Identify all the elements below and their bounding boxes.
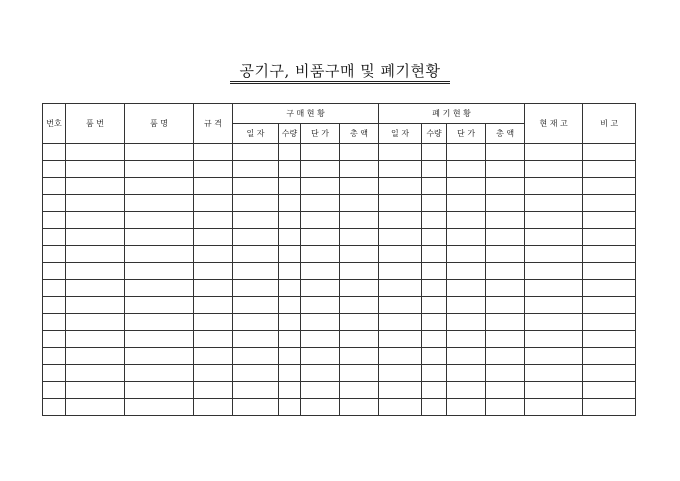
table-cell[interactable] (279, 246, 301, 263)
table-cell[interactable] (447, 263, 486, 280)
table-cell[interactable] (525, 280, 583, 297)
table-cell[interactable] (194, 348, 233, 365)
table-cell[interactable] (43, 229, 66, 246)
table-cell[interactable] (194, 144, 233, 161)
table-cell[interactable] (422, 161, 447, 178)
table-cell[interactable] (525, 246, 583, 263)
table-cell[interactable] (279, 212, 301, 229)
header-purchase-unit-price: 단 가 (301, 124, 340, 144)
table-cell[interactable] (583, 297, 636, 314)
table-cell[interactable] (43, 246, 66, 263)
table-cell[interactable] (447, 246, 486, 263)
table-cell[interactable] (447, 229, 486, 246)
table-cell[interactable] (486, 144, 525, 161)
table-cell[interactable] (340, 195, 379, 212)
title-underline (230, 81, 450, 82)
table-cell[interactable] (125, 348, 194, 365)
header-remarks: 비 고 (583, 104, 636, 144)
table-cell[interactable] (66, 212, 125, 229)
table-cell[interactable] (525, 263, 583, 280)
table-cell[interactable] (583, 280, 636, 297)
table-row (43, 144, 636, 161)
table-cell[interactable] (301, 246, 340, 263)
table-row (43, 229, 636, 246)
table-cell[interactable] (447, 280, 486, 297)
table-cell[interactable] (525, 229, 583, 246)
table-row (43, 314, 636, 331)
table-cell[interactable] (66, 331, 125, 348)
table-cell[interactable] (447, 144, 486, 161)
header-disposal-qty: 수량 (422, 124, 447, 144)
table-row (43, 331, 636, 348)
table-cell[interactable] (486, 314, 525, 331)
table-cell[interactable] (486, 365, 525, 382)
table-row (43, 178, 636, 195)
table-cell[interactable] (486, 331, 525, 348)
table-cell[interactable] (379, 314, 422, 331)
table-cell[interactable] (525, 195, 583, 212)
table-cell[interactable] (422, 365, 447, 382)
table-cell[interactable] (525, 399, 583, 416)
table-cell[interactable] (194, 280, 233, 297)
table-cell[interactable] (447, 178, 486, 195)
table-cell[interactable] (279, 229, 301, 246)
table-cell[interactable] (340, 178, 379, 195)
table-cell[interactable] (66, 280, 125, 297)
table-cell[interactable] (125, 263, 194, 280)
table-cell[interactable] (583, 229, 636, 246)
table-cell[interactable] (340, 161, 379, 178)
table-cell[interactable] (43, 161, 66, 178)
table-cell[interactable] (583, 144, 636, 161)
table-cell[interactable] (233, 331, 279, 348)
header-purchase-status: 구 매 현 황 (233, 104, 379, 124)
table-row (43, 263, 636, 280)
table-cell[interactable] (125, 246, 194, 263)
table-cell[interactable] (233, 297, 279, 314)
table-cell[interactable] (43, 212, 66, 229)
table-cell[interactable] (125, 229, 194, 246)
table-cell[interactable] (447, 382, 486, 399)
table-cell[interactable] (525, 348, 583, 365)
table-cell[interactable] (583, 263, 636, 280)
table-cell[interactable] (194, 229, 233, 246)
table-cell[interactable] (194, 246, 233, 263)
table-cell[interactable] (301, 331, 340, 348)
table-cell[interactable] (301, 314, 340, 331)
table-cell[interactable] (422, 178, 447, 195)
table-cell[interactable] (66, 246, 125, 263)
table-cell[interactable] (583, 314, 636, 331)
table-cell[interactable] (194, 161, 233, 178)
table-cell[interactable] (379, 246, 422, 263)
table-row (43, 161, 636, 178)
table-cell[interactable] (583, 178, 636, 195)
table-cell[interactable] (233, 263, 279, 280)
table-row (43, 212, 636, 229)
table-cell[interactable] (422, 280, 447, 297)
table-cell[interactable] (422, 212, 447, 229)
table-cell[interactable] (233, 246, 279, 263)
table-cell[interactable] (279, 161, 301, 178)
table-cell[interactable] (43, 280, 66, 297)
table-cell[interactable] (422, 229, 447, 246)
table-cell[interactable] (233, 348, 279, 365)
table-cell[interactable] (279, 297, 301, 314)
table-cell[interactable] (301, 263, 340, 280)
table-cell[interactable] (194, 178, 233, 195)
table-cell[interactable] (422, 144, 447, 161)
table-cell[interactable] (422, 382, 447, 399)
header-purchase-total: 총 액 (340, 124, 379, 144)
table-cell[interactable] (486, 246, 525, 263)
table-cell[interactable] (340, 365, 379, 382)
header-row-top (43, 104, 636, 124)
table-cell[interactable] (66, 365, 125, 382)
table-cell[interactable] (125, 195, 194, 212)
table-cell[interactable] (447, 365, 486, 382)
table-cell[interactable] (379, 331, 422, 348)
table-cell[interactable] (379, 348, 422, 365)
table-cell[interactable] (379, 161, 422, 178)
table-cell[interactable] (125, 212, 194, 229)
table-cell[interactable] (486, 399, 525, 416)
table-cell[interactable] (125, 399, 194, 416)
table-cell[interactable] (583, 365, 636, 382)
table-cell[interactable] (125, 331, 194, 348)
table-cell[interactable] (379, 212, 422, 229)
table-cell[interactable] (525, 314, 583, 331)
table-cell[interactable] (233, 195, 279, 212)
table-cell[interactable] (66, 263, 125, 280)
table-cell[interactable] (301, 161, 340, 178)
table-cell[interactable] (194, 382, 233, 399)
table-cell[interactable] (279, 348, 301, 365)
table-cell[interactable] (486, 280, 525, 297)
table-cell[interactable] (43, 297, 66, 314)
table-row (43, 399, 636, 416)
table-row (43, 365, 636, 382)
table-cell[interactable] (301, 399, 340, 416)
table-cell[interactable] (447, 161, 486, 178)
table-cell[interactable] (486, 161, 525, 178)
table-cell[interactable] (194, 195, 233, 212)
table-cell[interactable] (125, 280, 194, 297)
table-cell[interactable] (340, 331, 379, 348)
table-cell[interactable] (379, 399, 422, 416)
table-cell[interactable] (379, 365, 422, 382)
table-cell[interactable] (279, 314, 301, 331)
table-row (43, 348, 636, 365)
table-cell[interactable] (379, 280, 422, 297)
header-disposal-status: 폐 기 현 황 (379, 104, 525, 124)
table-cell[interactable] (233, 212, 279, 229)
table-cell[interactable] (486, 178, 525, 195)
table-cell[interactable] (43, 263, 66, 280)
table-cell[interactable] (525, 382, 583, 399)
table-cell[interactable] (125, 144, 194, 161)
table-cell[interactable] (422, 246, 447, 263)
table-row (43, 382, 636, 399)
table-cell[interactable] (422, 348, 447, 365)
table-cell[interactable] (43, 348, 66, 365)
table-cell[interactable] (194, 365, 233, 382)
table-body (43, 144, 636, 416)
table-cell[interactable] (340, 212, 379, 229)
table-cell[interactable] (279, 399, 301, 416)
table-cell[interactable] (66, 297, 125, 314)
table-cell[interactable] (233, 365, 279, 382)
table-cell[interactable] (340, 229, 379, 246)
table-cell[interactable] (447, 399, 486, 416)
table-cell[interactable] (301, 178, 340, 195)
table-cell[interactable] (422, 297, 447, 314)
table-cell[interactable] (583, 246, 636, 263)
table-cell[interactable] (43, 331, 66, 348)
table-cell[interactable] (583, 331, 636, 348)
table-cell[interactable] (66, 348, 125, 365)
header-no: 번호 (43, 104, 66, 144)
table-cell[interactable] (486, 212, 525, 229)
table-cell[interactable] (125, 161, 194, 178)
table-cell[interactable] (66, 382, 125, 399)
table-cell[interactable] (66, 161, 125, 178)
table-cell[interactable] (301, 297, 340, 314)
table-cell[interactable] (340, 144, 379, 161)
table-cell[interactable] (379, 297, 422, 314)
table-cell[interactable] (447, 348, 486, 365)
table-cell[interactable] (279, 331, 301, 348)
table-cell[interactable] (66, 399, 125, 416)
table-cell[interactable] (279, 195, 301, 212)
table-cell[interactable] (279, 365, 301, 382)
table-cell[interactable] (486, 263, 525, 280)
table-cell[interactable] (447, 195, 486, 212)
table-cell[interactable] (486, 382, 525, 399)
table-cell[interactable] (583, 399, 636, 416)
table-cell[interactable] (422, 331, 447, 348)
header-disposal-total: 총 액 (486, 124, 525, 144)
table-cell[interactable] (583, 161, 636, 178)
table-cell[interactable] (233, 178, 279, 195)
header-purchase-qty: 수량 (279, 124, 301, 144)
table-cell[interactable] (301, 144, 340, 161)
table-cell[interactable] (340, 280, 379, 297)
table-cell[interactable] (301, 280, 340, 297)
table-cell[interactable] (279, 178, 301, 195)
title-underline-double (230, 83, 450, 84)
table-cell[interactable] (233, 229, 279, 246)
table-cell[interactable] (125, 178, 194, 195)
table-cell[interactable] (340, 314, 379, 331)
table-cell[interactable] (379, 229, 422, 246)
table-cell[interactable] (194, 212, 233, 229)
table-row (43, 195, 636, 212)
table-cell[interactable] (379, 195, 422, 212)
table-cell[interactable] (379, 382, 422, 399)
table-cell[interactable] (43, 144, 66, 161)
table-row (43, 280, 636, 297)
table-cell[interactable] (125, 365, 194, 382)
table-cell[interactable] (340, 263, 379, 280)
table-cell[interactable] (301, 229, 340, 246)
table-cell[interactable] (340, 382, 379, 399)
table-cell[interactable] (43, 382, 66, 399)
table-cell[interactable] (447, 314, 486, 331)
table-cell[interactable] (194, 297, 233, 314)
table-cell[interactable] (125, 314, 194, 331)
header-item-no: 품 번 (66, 104, 125, 144)
table-cell[interactable] (233, 399, 279, 416)
table-cell[interactable] (43, 399, 66, 416)
header-disposal-date: 일 자 (379, 124, 422, 144)
table-cell[interactable] (66, 229, 125, 246)
table-cell[interactable] (525, 178, 583, 195)
table-cell[interactable] (422, 314, 447, 331)
table-cell[interactable] (194, 263, 233, 280)
table-cell[interactable] (125, 382, 194, 399)
table-cell[interactable] (447, 297, 486, 314)
table-cell[interactable] (279, 382, 301, 399)
table-cell[interactable] (301, 348, 340, 365)
table-cell[interactable] (43, 365, 66, 382)
table-cell[interactable] (340, 399, 379, 416)
table-cell[interactable] (583, 382, 636, 399)
table-cell[interactable] (422, 263, 447, 280)
table-cell[interactable] (447, 331, 486, 348)
table-cell[interactable] (525, 297, 583, 314)
table-cell[interactable] (301, 382, 340, 399)
table-cell[interactable] (486, 348, 525, 365)
table-cell[interactable] (233, 280, 279, 297)
table-cell[interactable] (279, 263, 301, 280)
table-cell[interactable] (525, 212, 583, 229)
table-cell[interactable] (194, 314, 233, 331)
table-cell[interactable] (525, 331, 583, 348)
table-cell[interactable] (66, 195, 125, 212)
table-row (43, 246, 636, 263)
table-cell[interactable] (379, 178, 422, 195)
table-cell[interactable] (233, 382, 279, 399)
table-cell[interactable] (525, 365, 583, 382)
table-cell[interactable] (233, 314, 279, 331)
table-cell[interactable] (583, 195, 636, 212)
table-cell[interactable] (301, 212, 340, 229)
table-cell[interactable] (301, 365, 340, 382)
table-cell[interactable] (340, 297, 379, 314)
table-cell[interactable] (379, 263, 422, 280)
table-cell[interactable] (486, 229, 525, 246)
header-disposal-unit-price: 단 가 (447, 124, 486, 144)
table-cell[interactable] (66, 314, 125, 331)
table-cell[interactable] (194, 399, 233, 416)
table-cell[interactable] (583, 212, 636, 229)
table-cell[interactable] (233, 161, 279, 178)
document-title: 공기구, 비품구매 및 폐기현황 (239, 62, 441, 80)
table-cell[interactable] (301, 195, 340, 212)
table-cell[interactable] (379, 144, 422, 161)
table-cell[interactable] (486, 297, 525, 314)
table-cell[interactable] (43, 314, 66, 331)
table-cell[interactable] (43, 195, 66, 212)
table-cell[interactable] (422, 195, 447, 212)
table-cell[interactable] (66, 144, 125, 161)
table-cell[interactable] (66, 178, 125, 195)
header-spec: 규 격 (194, 104, 233, 144)
table-cell[interactable] (43, 178, 66, 195)
table-cell[interactable] (486, 195, 525, 212)
table-cell[interactable] (525, 161, 583, 178)
table-cell[interactable] (525, 144, 583, 161)
header-item-name: 품 명 (125, 104, 194, 144)
table-cell[interactable] (340, 348, 379, 365)
table-cell[interactable] (125, 297, 194, 314)
table-row (43, 297, 636, 314)
header-purchase-date: 일 자 (233, 124, 279, 144)
header-current-stock: 현 재 고 (525, 104, 583, 144)
table-cell[interactable] (422, 399, 447, 416)
table-cell[interactable] (233, 144, 279, 161)
table-cell[interactable] (583, 348, 636, 365)
table-cell[interactable] (340, 246, 379, 263)
table-cell[interactable] (279, 144, 301, 161)
inventory-table (42, 103, 636, 416)
table-cell[interactable] (279, 280, 301, 297)
table-cell[interactable] (194, 331, 233, 348)
table-cell[interactable] (447, 212, 486, 229)
